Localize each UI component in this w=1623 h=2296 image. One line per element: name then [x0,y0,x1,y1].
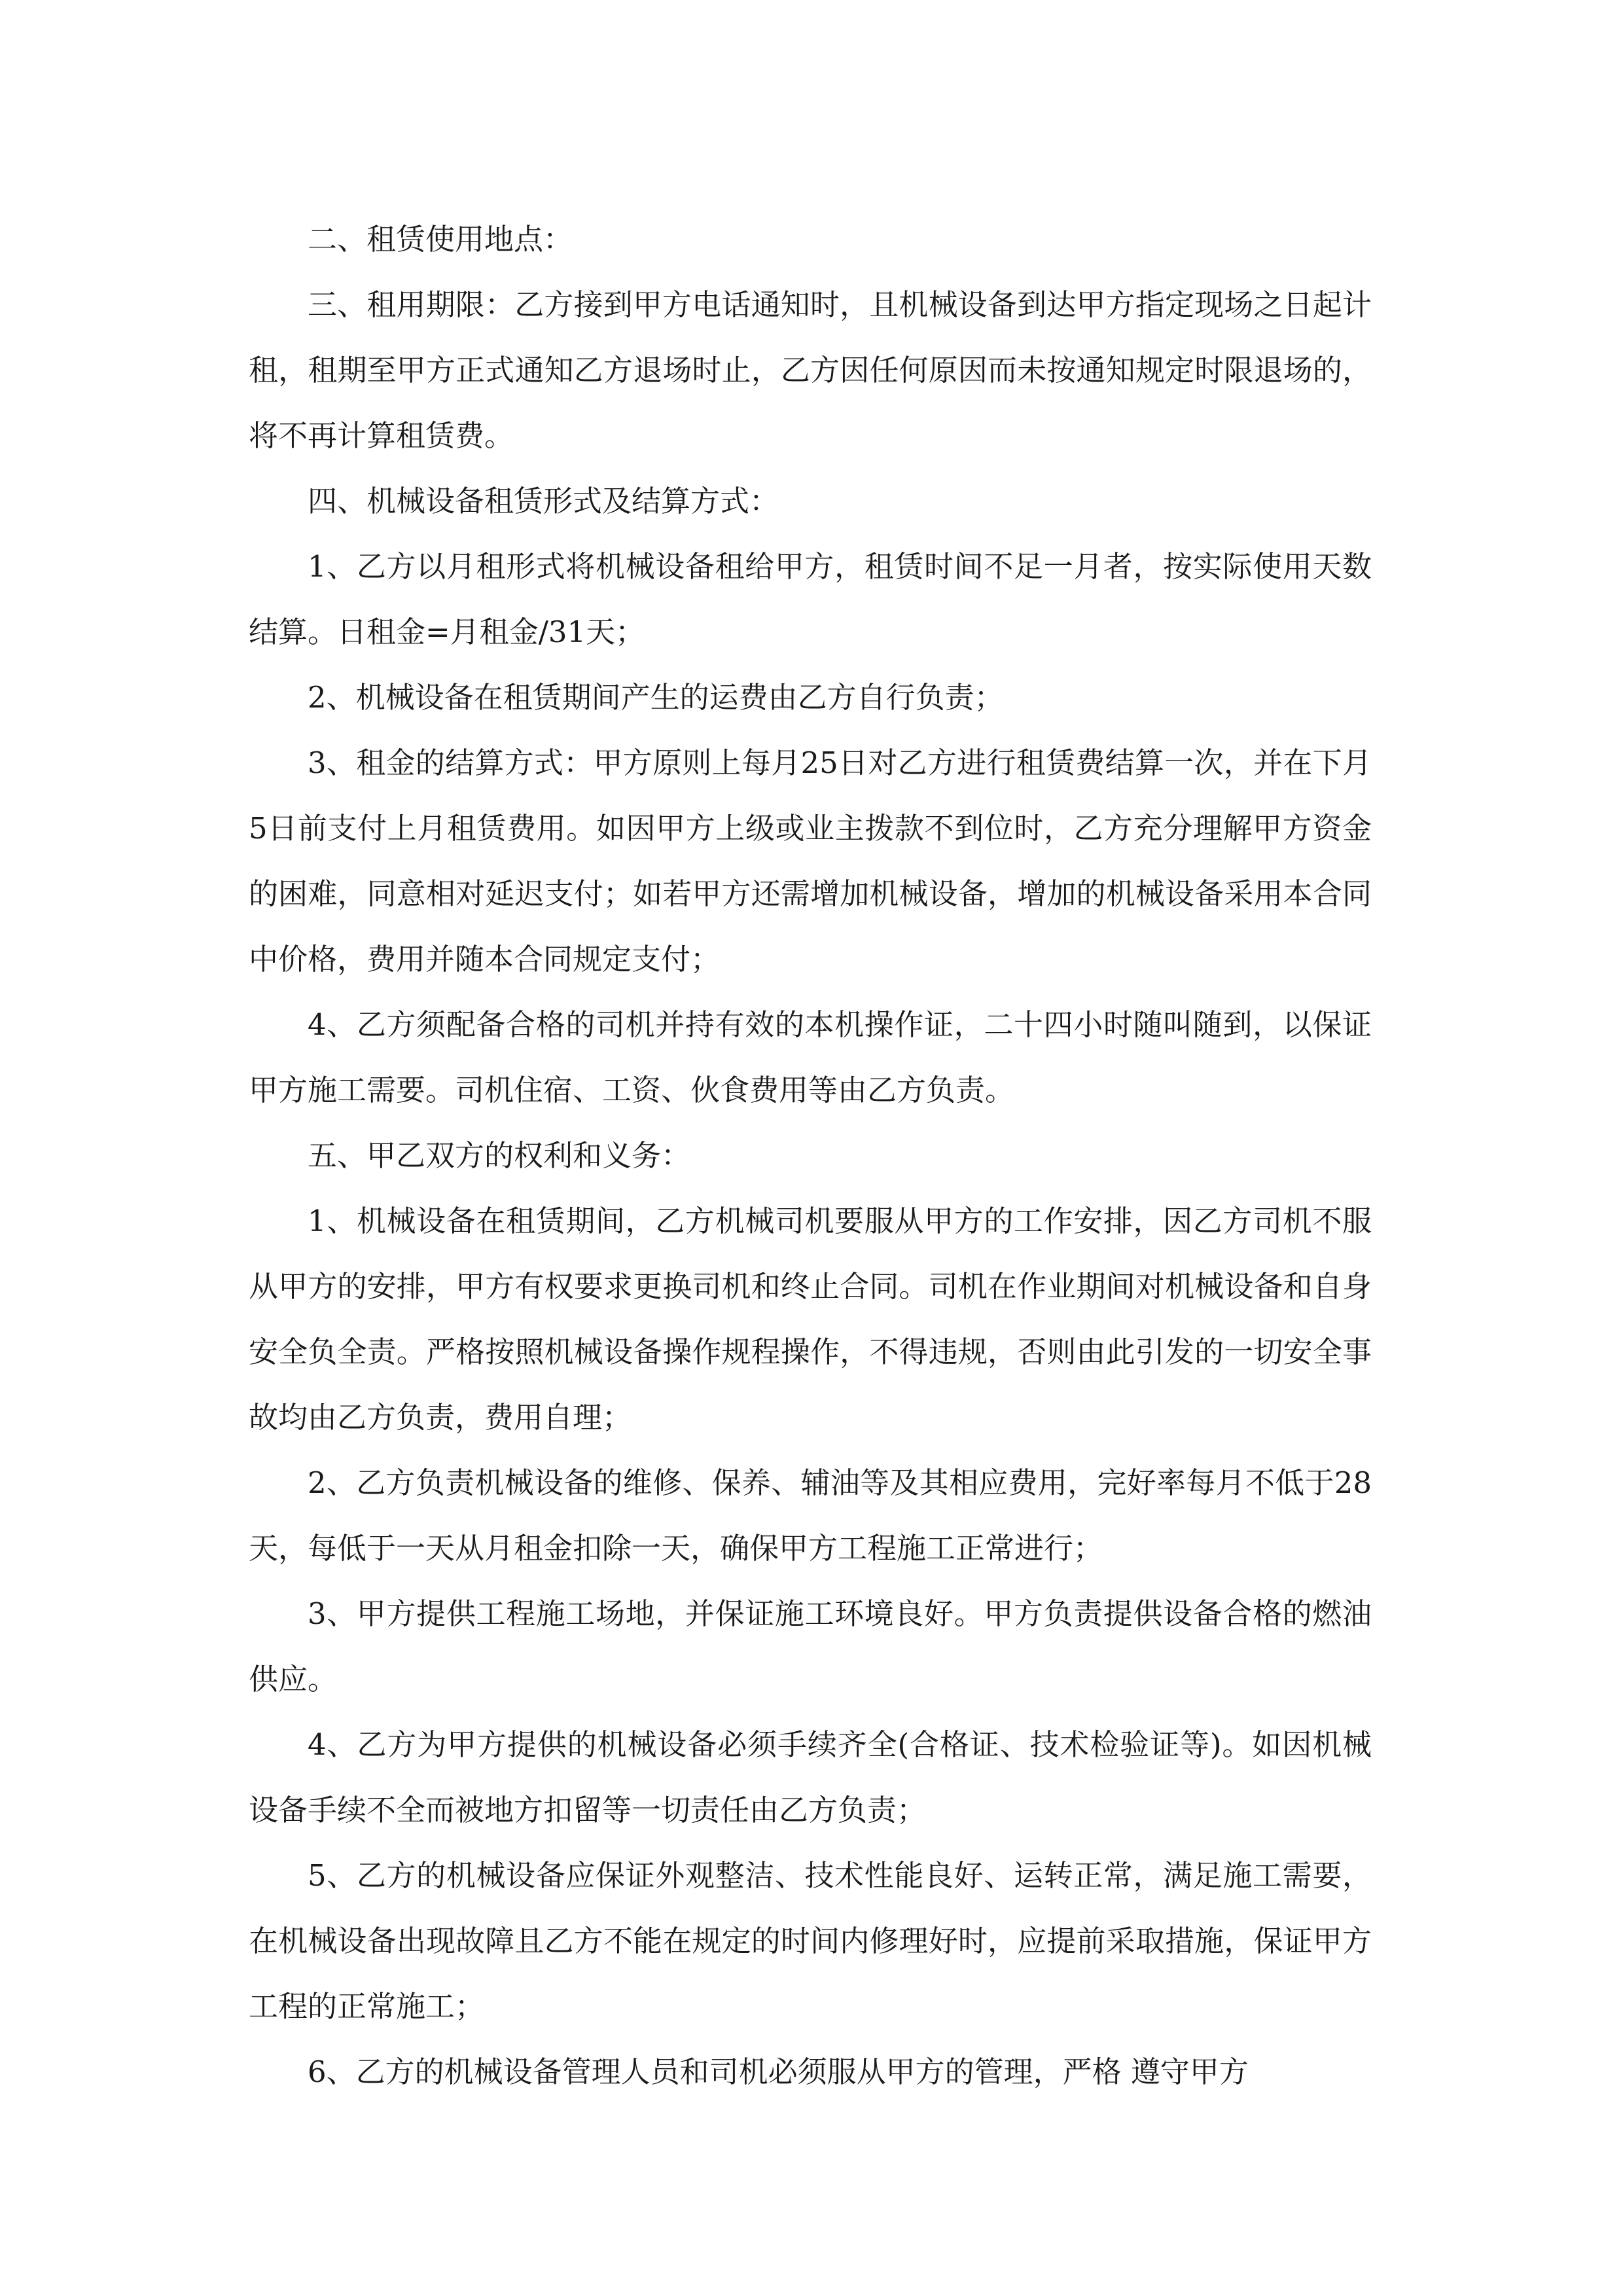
section-4-item-4: 4、乙方须配备合格的司机并持有效的本机操作证，二十四小时随叫随到，以保证甲方施工需要。司机住宿、工资、伙食费用等由乙方负责。 [249,1007,1372,1107]
section-4-item-3: 3、租金的结算方式：甲方原则上每月25日对乙方进行租赁费结算一次，并在下月5日前支付上月租赁费用。如因甲方上级或业主拨款不到位时，乙方充分理解甲方资金的困难，同意相对延迟支付；如若甲方还需增加机械设备，增加的机械设备采用本合同中价格，费用并随本合同规定支付； [249,745,1372,977]
section-5-item-4: 4、乙方为甲方提供的机械设备必须手续齐全(合格证、技术检验证等)。如因机械设备手续不全而被地方扣留等一切责任由乙方负责； [249,1727,1372,1827]
section-5-heading: 五、甲乙双方的权利和义务： [308,1138,691,1173]
section-4-heading: 四、机械设备租赁形式及结算方式： [308,484,779,518]
section-5-item-1: 1、机械设备在租赁期间，乙方机械司机要服从甲方的工作安排，因乙方司机不服从甲方的安排，甲方有权要求更换司机和终止合同。司机在作业期间对机械设备和自身安全负全责。严格按照机械设备操作规程操作，不得违规，否则由此引发的一切安全事故均由乙方负责，费用自理； [249,1204,1372,1435]
section-5-item-6: 6、乙方的机械设备管理人员和司机必须服从甲方的管理，严格 遵守甲方 [308,2054,1249,2089]
section-5-item-3: 3、甲方提供工程施工场地，并保证施工环境良好。甲方负责提供设备合格的燃油供应。 [249,1596,1372,1696]
section-5-item-5: 5、乙方的机械设备应保证外观整洁、技术性能良好、运转正常，满足施工需要，在机械设备出现故障且乙方不能在规定的时间内修理好时，应提前采取措施，保证甲方工程的正常施工； [249,1858,1372,2024]
section-5-item-2: 2、乙方负责机械设备的维修、保养、辅油等及其相应费用，完好率每月不低于28天，每低于一天从月租金扣除一天，确保甲方工程施工正常进行； [249,1465,1372,1566]
section-2-heading: 二、租赁使用地点： [308,222,573,257]
document-body [249,207,1372,2105]
section-3-lease-term: 三、租用期限：乙方接到甲方电话通知时，且机械设备到达甲方指定现场之日起计租，租期至甲方正式通知乙方退场时止，乙方因任何原因而未按通知规定时限退场的，将不再计算租赁费。 [249,287,1372,453]
section-4-item-1: 1、乙方以月租形式将机械设备租给甲方，租赁时间不足一月者，按实际使用天数结算。日租金=月租金/31天； [249,549,1372,649]
section-4-item-2: 2、机械设备在租赁期间产生的运费由乙方自行负责； [308,680,1004,715]
